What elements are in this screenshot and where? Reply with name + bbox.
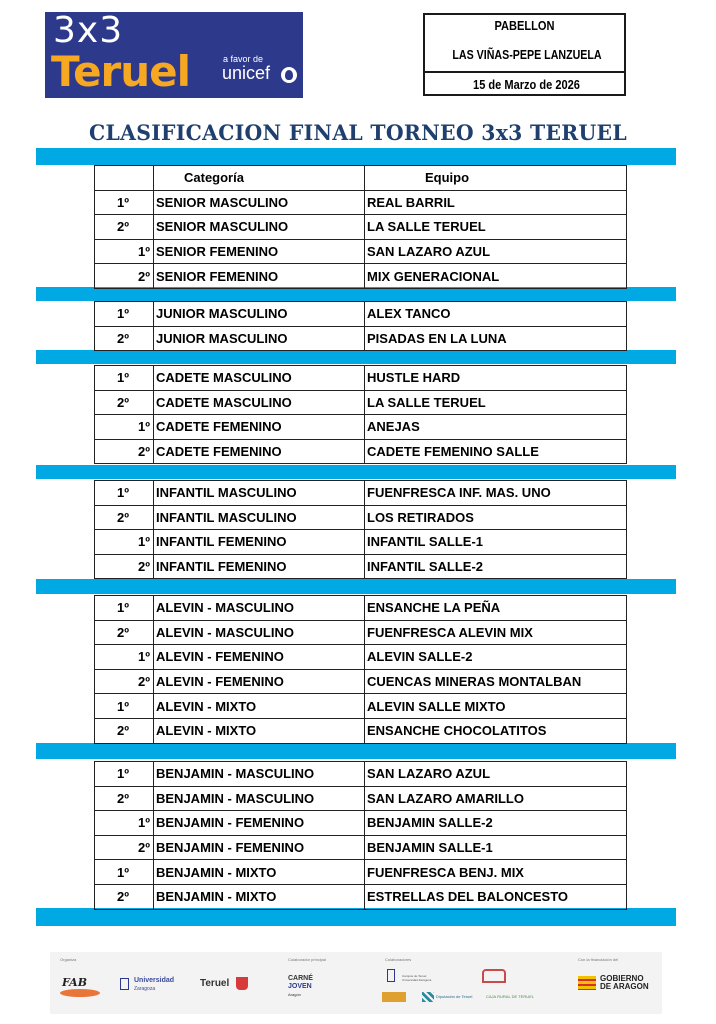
rank-cell: 1º: [95, 530, 154, 555]
carne-joven-logo-joven: JOVEN: [288, 983, 312, 990]
table-row: [95, 835, 627, 860]
rank-cell: 1º: [95, 596, 154, 621]
universidad-emblem-icon: [120, 978, 129, 990]
caja-rural-logo: CAJA RURAL DE TERUEL: [486, 994, 535, 999]
team-cell: ENSANCHE LA PEÑA: [365, 596, 627, 621]
rank-cell: 1º: [95, 811, 154, 836]
section-divider-bar: [36, 465, 676, 479]
3x3-teruel-unicef-logo: [45, 12, 303, 98]
table-row: [95, 302, 627, 327]
table-row: [95, 366, 627, 391]
rank-cell: 1º: [95, 860, 154, 885]
venue-name: LAS VIÑAS-PEPE LANZUELA: [452, 47, 602, 62]
results-table-section: [94, 165, 627, 289]
team-cell: ALEVIN SALLE MIXTO: [365, 694, 627, 719]
table-row: [95, 620, 627, 645]
category-cell: ALEVIN - FEMENINO: [154, 645, 365, 670]
team-cell: MIX GENERACIONAL: [365, 264, 627, 289]
category-cell: ALEVIN - MIXTO: [154, 694, 365, 719]
venue-info-box: [423, 13, 626, 96]
category-cell: BENJAMIN - MASCULINO: [154, 786, 365, 811]
sponsors-footer: [50, 952, 662, 1014]
financiacion-label: Con la financiación del: [578, 957, 619, 962]
gobierno-aragon-logo: GOBIERNO: [600, 974, 644, 983]
team-cell: PISADAS EN LA LUNA: [365, 326, 627, 351]
rank-cell: 1º: [95, 366, 154, 391]
team-cell: SAN LAZARO AZUL: [365, 239, 627, 264]
fab-logo: FAB: [62, 976, 87, 989]
category-cell: BENJAMIN - MIXTO: [154, 860, 365, 885]
table-row: [95, 596, 627, 621]
table-row: [95, 669, 627, 694]
rank-cell: 1º: [95, 239, 154, 264]
team-cell: LA SALLE TERUEL: [365, 215, 627, 240]
team-cell: CUENCAS MINERAS MONTALBAN: [365, 669, 627, 694]
team-cell: INFANTIL SALLE-2: [365, 554, 627, 579]
results-table-section: [94, 595, 627, 744]
teruel-logo: Teruel: [200, 978, 230, 989]
category-cell: CADETE FEMENINO: [154, 415, 365, 440]
rank-cell: 1º: [95, 302, 154, 327]
section-divider-bar: [36, 908, 676, 926]
team-cell: ESTRELLAS DEL BALONCESTO: [365, 884, 627, 909]
table-row: [95, 694, 627, 719]
event-date: 15 de Marzo de 2026: [473, 77, 580, 92]
category-cell: ALEVIN - MASCULINO: [154, 596, 365, 621]
category-cell: ALEVIN - MASCULINO: [154, 620, 365, 645]
unicef-globe-icon: [281, 67, 297, 83]
gobierno-aragon-sub: DE ARAGON: [600, 982, 649, 991]
results-table-section: [94, 480, 627, 579]
category-cell: SENIOR FEMENINO: [154, 239, 365, 264]
rank-cell: 2º: [95, 215, 154, 240]
team-cell: FUENFRESCA INF. MAS. UNO: [365, 481, 627, 506]
page-title: CLASIFICACION FINAL TORNEO 3x3 TERUEL: [88, 120, 627, 145]
table-row: [95, 264, 627, 289]
team-cell: ANEJAS: [365, 415, 627, 440]
campus-teruel-logo: Campus de Teruel Universidad Zaragoza: [402, 974, 432, 982]
team-cell: BENJAMIN SALLE-1: [365, 835, 627, 860]
logo-3x3-text: 3x3: [53, 12, 124, 51]
table-row: [95, 884, 627, 909]
fab-basket-icon: [60, 989, 100, 997]
university-book-icon: [482, 969, 506, 983]
table-row: [95, 326, 627, 351]
team-cell: ENSANCHE CHOCOLATITOS: [365, 718, 627, 743]
table-row: [95, 762, 627, 787]
column-header-category: Categoría: [154, 166, 365, 191]
carne-joven-logo: CARNÉ: [288, 975, 313, 982]
category-cell: SENIOR MASCULINO: [154, 190, 365, 215]
team-cell: CADETE FEMENINO SALLE: [365, 439, 627, 464]
category-cell: BENJAMIN - FEMENINO: [154, 835, 365, 860]
table-row: [95, 530, 627, 555]
campus-emblem-icon: [387, 969, 395, 982]
rank-cell: 2º: [95, 505, 154, 530]
rank-cell: 2º: [95, 439, 154, 464]
rank-cell: 2º: [95, 884, 154, 909]
column-header-team: Equipo: [365, 166, 627, 191]
rank-cell: 2º: [95, 669, 154, 694]
sponsor-sun-icon: [382, 992, 406, 1002]
diputacion-icon: [422, 992, 434, 1002]
category-cell: BENJAMIN - MASCULINO: [154, 762, 365, 787]
column-header-rank: [95, 166, 154, 191]
team-cell: SAN LAZARO AMARILLO: [365, 786, 627, 811]
table-row: [95, 505, 627, 530]
logo-tagline: a favor de: [223, 54, 264, 64]
category-cell: CADETE MASCULINO: [154, 366, 365, 391]
results-table-section: [94, 761, 627, 910]
team-cell: INFANTIL SALLE-1: [365, 530, 627, 555]
team-cell: LA SALLE TERUEL: [365, 390, 627, 415]
category-cell: JUNIOR MASCULINO: [154, 302, 365, 327]
aragon-flag-icon: [578, 976, 596, 990]
category-cell: INFANTIL MASCULINO: [154, 505, 365, 530]
teruel-shield-icon: [236, 977, 248, 990]
table-row: [95, 190, 627, 215]
table-row: [95, 439, 627, 464]
team-cell: ALEX TANCO: [365, 302, 627, 327]
category-cell: ALEVIN - FEMENINO: [154, 669, 365, 694]
category-cell: BENJAMIN - FEMENINO: [154, 811, 365, 836]
diputacion-logo: Diputación de Teruel: [436, 994, 473, 999]
results-table-section: [94, 365, 627, 464]
rank-cell: 1º: [95, 190, 154, 215]
section-divider-bar: [36, 350, 676, 364]
section-divider-bar: [36, 148, 676, 165]
category-cell: INFANTIL MASCULINO: [154, 481, 365, 506]
team-cell: HUSTLE HARD: [365, 366, 627, 391]
carne-joven-aragon: Aragón: [288, 992, 301, 997]
team-cell: SAN LAZARO AZUL: [365, 762, 627, 787]
category-cell: JUNIOR MASCULINO: [154, 326, 365, 351]
category-cell: SENIOR FEMENINO: [154, 264, 365, 289]
rank-cell: 2º: [95, 390, 154, 415]
category-cell: INFANTIL FEMENINO: [154, 554, 365, 579]
results-table-section: [94, 301, 627, 351]
rank-cell: 2º: [95, 835, 154, 860]
team-cell: FUENFRESCA BENJ. MIX: [365, 860, 627, 885]
colaborador-principal-label: Colaborador principal: [288, 957, 327, 962]
category-cell: INFANTIL FEMENINO: [154, 530, 365, 555]
rank-cell: 2º: [95, 718, 154, 743]
team-cell: LOS RETIRADOS: [365, 505, 627, 530]
table-row: [95, 645, 627, 670]
section-divider-bar: [36, 287, 676, 301]
table-row: [95, 415, 627, 440]
team-cell: REAL BARRIL: [365, 190, 627, 215]
table-row: [95, 215, 627, 240]
table-row: [95, 481, 627, 506]
section-divider-bar: [36, 579, 676, 594]
logo-teruel-text: Teruel: [51, 47, 191, 96]
category-cell: ALEVIN - MIXTO: [154, 718, 365, 743]
logo-unicef-text: unicef: [222, 63, 271, 83]
rank-cell: 1º: [95, 481, 154, 506]
section-divider-bar: [36, 743, 676, 759]
team-cell: ALEVIN SALLE-2: [365, 645, 627, 670]
table-row: [95, 718, 627, 743]
table-row: [95, 811, 627, 836]
category-cell: SENIOR MASCULINO: [154, 215, 365, 240]
category-cell: CADETE MASCULINO: [154, 390, 365, 415]
organiza-label: Organiza: [60, 957, 77, 962]
colaboradores-label: Colaboradores: [385, 957, 412, 962]
venue-cell: [425, 15, 624, 73]
rank-cell: 1º: [95, 762, 154, 787]
table-row: [95, 554, 627, 579]
rank-cell: 2º: [95, 326, 154, 351]
rank-cell: 2º: [95, 264, 154, 289]
universidad-logo: Universidad: [134, 977, 175, 984]
category-cell: BENJAMIN - MIXTO: [154, 884, 365, 909]
table-row: [95, 860, 627, 885]
rank-cell: 1º: [95, 694, 154, 719]
table-row: [95, 390, 627, 415]
category-cell: CADETE FEMENINO: [154, 439, 365, 464]
table-header-row: [95, 166, 627, 191]
universidad-sub: Zaragoza: [134, 986, 156, 992]
rank-cell: 2º: [95, 554, 154, 579]
rank-cell: 1º: [95, 645, 154, 670]
table-row: [95, 239, 627, 264]
team-cell: BENJAMIN SALLE-2: [365, 811, 627, 836]
rank-cell: 1º: [95, 415, 154, 440]
rank-cell: 2º: [95, 786, 154, 811]
venue-label: PABELLON: [494, 18, 555, 33]
team-cell: FUENFRESCA ALEVIN MIX: [365, 620, 627, 645]
table-row: [95, 786, 627, 811]
rank-cell: 2º: [95, 620, 154, 645]
